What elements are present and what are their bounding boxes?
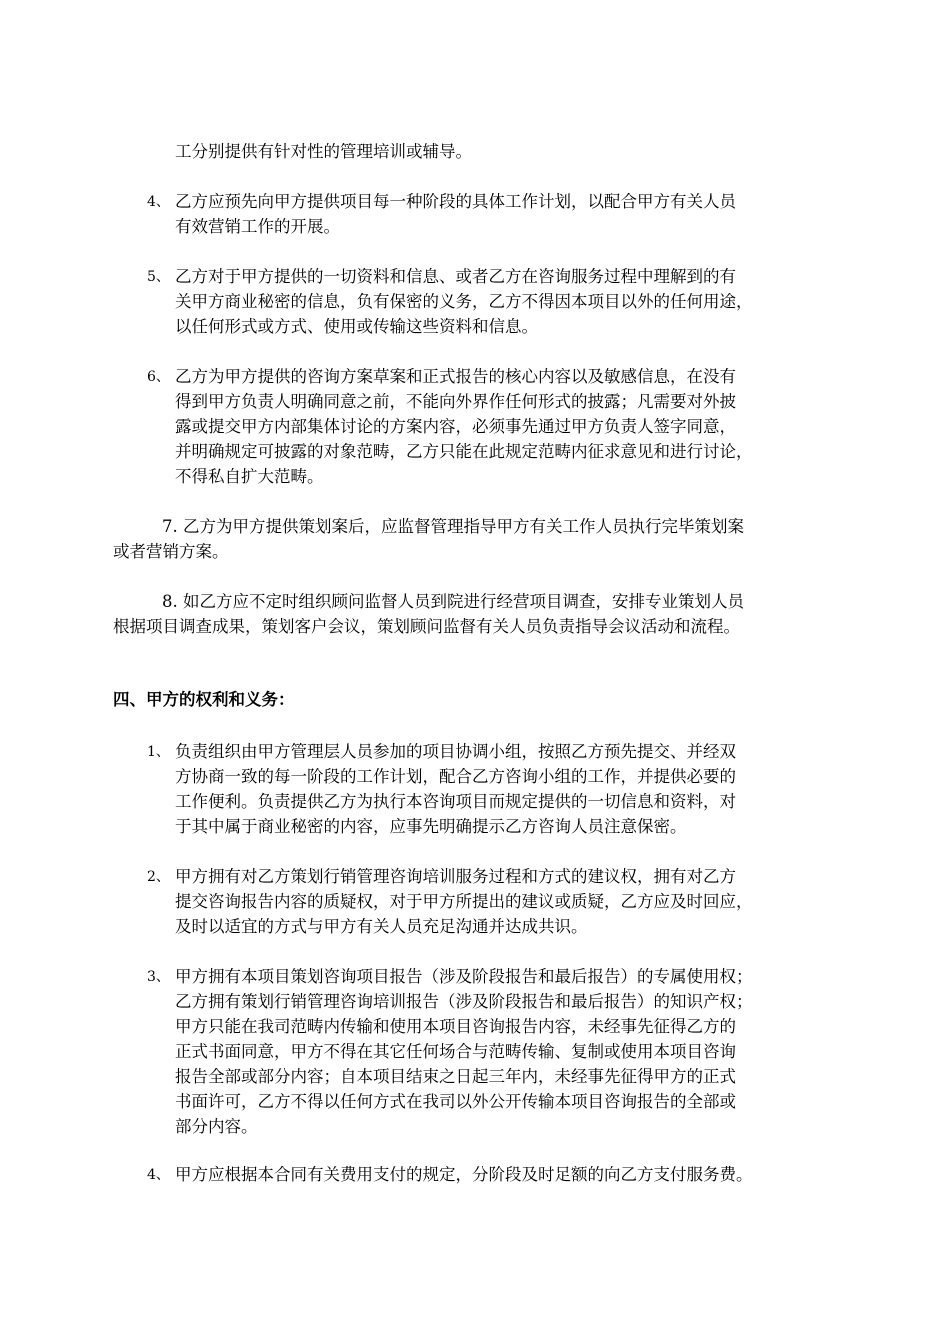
paragraph-line: 关甲方商业秘密的信息，负有保密的义务，乙方不得因本项目以外的任何用途，: [175, 292, 753, 311]
paragraph-line: 负责组织由甲方管理层人员参加的项目协调小组，按照乙方预先提交、并经双: [175, 742, 736, 761]
paragraph-line: 乙方应预先向甲方提供项目每一种阶段的具体工作计划，以配合甲方有关人员: [175, 192, 736, 211]
paragraph-line: 以任何形式或方式、使用或传输这些资料和信息。: [175, 317, 538, 336]
paragraph-line: 报告全部或部分内容；自本项目结束之日起三年内，未经事先征得甲方的正式: [175, 1067, 736, 1086]
paragraph-line: 甲方拥有本项目策划咨询项目报告（涉及阶段报告和最后报告）的专属使用权；: [175, 967, 753, 986]
paragraph-line: 得到甲方负责人明确同意之前，不能向外界作任何形式的披露；凡需要对外披: [175, 392, 736, 411]
paragraph-line: 方协商一致的每一阶段的工作计划，配合乙方咨询小组的工作，并提供必要的: [175, 767, 736, 786]
paragraph-line: 8. 如乙方应不定时组织顾问监督人员到院进行经营项目调查，安排专业策划人员: [162, 592, 744, 611]
list-number: 4、: [147, 194, 170, 210]
paragraph-line: 正式书面同意，甲方不得在其它任何场合与范畴传输、复制或使用本项目咨询: [175, 1042, 736, 1061]
paragraph-line: 乙方拥有策划行销管理咨询培训报告（涉及阶段报告和最后报告）的知识产权；: [175, 992, 753, 1011]
list-number: 1、: [147, 744, 170, 760]
paragraph-line: 及时以适宜的方式与甲方有关人员充足沟通并达成共识。: [175, 917, 588, 936]
paragraph-line: 不得私自扩大范畴。: [175, 467, 324, 486]
paragraph-line: 于其中属于商业秘密的内容，应事先明确提示乙方咨询人员注意保密。: [175, 817, 687, 836]
section-heading: 四、甲方的权利和义务：: [113, 690, 295, 709]
paragraph-line: 部分内容。: [175, 1117, 258, 1136]
paragraph-line: 工分别提供有针对性的管理培训或辅导。: [175, 142, 472, 161]
paragraph-line: 提交咨询报告内容的质疑权，对于甲方所提出的建议或质疑，乙方应及时回应，: [175, 892, 753, 911]
paragraph-line: 7. 乙方为甲方提供策划案后，应监督管理指导甲方有关工作人员执行完毕策划案: [162, 517, 744, 536]
paragraph-line: 甲方拥有对乙方策划行销管理咨询培训服务过程和方式的建议权，拥有对乙方: [175, 867, 736, 886]
paragraph-line: 工作便利。负责提供乙方为执行本咨询项目而规定提供的一切信息和资料，对: [175, 792, 736, 811]
paragraph-line: 露或提交甲方内部集体讨论的方案内容，必须事先通过甲方负责人签字同意，: [175, 417, 736, 436]
paragraph-line: 或者营销方案。: [113, 542, 229, 561]
paragraph-line: 乙方对于甲方提供的一切资料和信息、或者乙方在咨询服务过程中理解到的有: [175, 267, 736, 286]
list-number: 3、: [147, 969, 170, 985]
paragraph-line: 乙方为甲方提供的咨询方案草案和正式报告的核心内容以及敏感信息，在没有: [175, 367, 736, 386]
paragraph-line: 有效营销工作的开展。: [175, 217, 340, 236]
paragraph-line: 并明确规定可披露的对象范畴，乙方只能在此规定范畴内征求意见和进行讨论，: [175, 442, 753, 461]
paragraph-line: 书面许可，乙方不得以任何方式在我司以外公开传输本项目咨询报告的全部或: [175, 1092, 736, 1111]
paragraph-line: 根据项目调查成果，策划客户会议，策划顾问监督有关人员负责指导会议活动和流程。: [113, 617, 740, 636]
paragraph-line: 甲方只能在我司范畴内传输和使用本项目咨询报告内容，未经事先征得乙方的: [175, 1017, 736, 1036]
list-number: 4、: [147, 1167, 170, 1183]
list-number: 2、: [147, 869, 170, 885]
list-number: 6、: [147, 369, 170, 385]
paragraph-line: 甲方应根据本合同有关费用支付的规定，分阶段及时足额的向乙方支付服务费。: [175, 1165, 753, 1184]
list-number: 5、: [147, 269, 170, 285]
